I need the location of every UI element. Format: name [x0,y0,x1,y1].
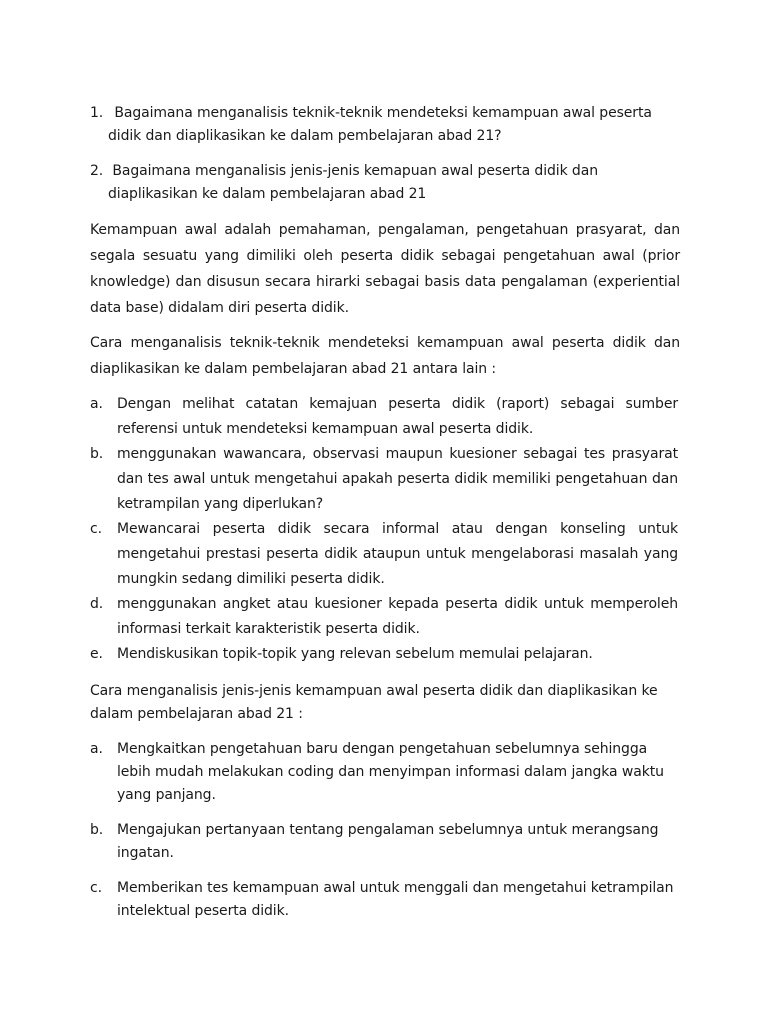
list-item-marker: b. [90,446,104,462]
section-2-intro: Cara menganalisis jenis-jenis kemampuan awal peserta didik dan diaplikasikan ke dalam pembelajaran abad 21 : [90,683,658,722]
list-item [90,392,678,442]
list-item-text: menggunakan angket atau kuesioner kepada peserta didik untuk memperoleh informasi terkait karakteristik peserta didik. [117,596,678,637]
list-item [90,592,678,642]
list-item-marker: c. [90,521,102,537]
list-item [90,642,678,667]
question-2-line-1: Bagaimana menganalisis jenis-jenis kemapuan awal peserta didik dan [112,163,598,179]
question-1-number: 1. [90,105,104,121]
list-item-text: Mengkaitkan pengetahuan baru dengan pengetahuan sebelumnya sehingga lebih mudah melakukan coding dan menyimpan informasi dalam jangka waktu yang panjang. [117,741,664,803]
section-2-list [90,738,678,923]
definition-paragraph: Kemampuan awal adalah pemahaman, pengalaman, pengetahuan prasyarat, dan segala sesuatu yang dimiliki oleh peserta didik sebagai pengetahuan awal (prior knowledge) dan disusun secara hirarki sebagai basis data pengalaman (experiential data base) didalam diri peserta didik. [90,222,680,316]
list-item-marker: d. [90,596,104,612]
list-item [90,517,678,592]
list-item-text: Mewancarai peserta didik secara informal atau dengan konseling untuk mengetahui prestasi peserta didik ataupun untuk mengelaborasi masalah yang mungkin sedang dimiliki peserta didik. [117,521,678,587]
list-item-text: Dengan melihat catatan kemajuan peserta didik (raport) sebagai sumber referensi untuk mendeteksi kemampuan awal peserta didik. [117,396,678,437]
question-1 [90,102,678,148]
list-item-marker: b. [90,822,104,838]
list-item [90,442,678,517]
list-item-text: Memberikan tes kemampuan awal untuk menggali dan mengetahui ketrampilan intelektual peserta didik. [117,880,674,919]
list-item-text: Mendiskusikan topik-topik yang relevan sebelum memulai pelajaran. [117,646,593,662]
question-2 [90,160,678,206]
question-1-line-2: didik dan diaplikasikan ke dalam pembelajaran abad 21? [108,128,502,144]
list-item [90,738,678,807]
list-item-marker: e. [90,646,103,662]
list-item-text: Mengajukan pertanyaan tentang pengalaman sebelumnya untuk merangsang ingatan. [117,822,659,861]
section-1-intro: Cara menganalisis teknik-teknik mendeteksi kemampuan awal peserta didik dan diaplikasikan ke dalam pembelajaran abad 21 antara lain : [90,335,680,377]
list-item-marker: c. [90,880,102,896]
list-item [90,877,678,923]
list-item-marker: a. [90,396,103,412]
list-item-marker: a. [90,741,103,757]
question-2-number: 2. [90,163,104,179]
list-item-text: menggunakan wawancara, observasi maupun kuesioner sebagai tes prasyarat dan tes awal untuk mengetahui apakah peserta didik memiliki pengetahuan dan ketrampilan yang diperlukan? [117,446,678,512]
question-1-line-1: Bagaimana menganalisis teknik-teknik mendeteksi kemampuan awal peserta [114,105,652,121]
question-2-line-2: diaplikasikan ke dalam pembelajaran abad 21 [108,186,427,202]
list-item [90,819,678,865]
section-1-list [90,392,678,667]
